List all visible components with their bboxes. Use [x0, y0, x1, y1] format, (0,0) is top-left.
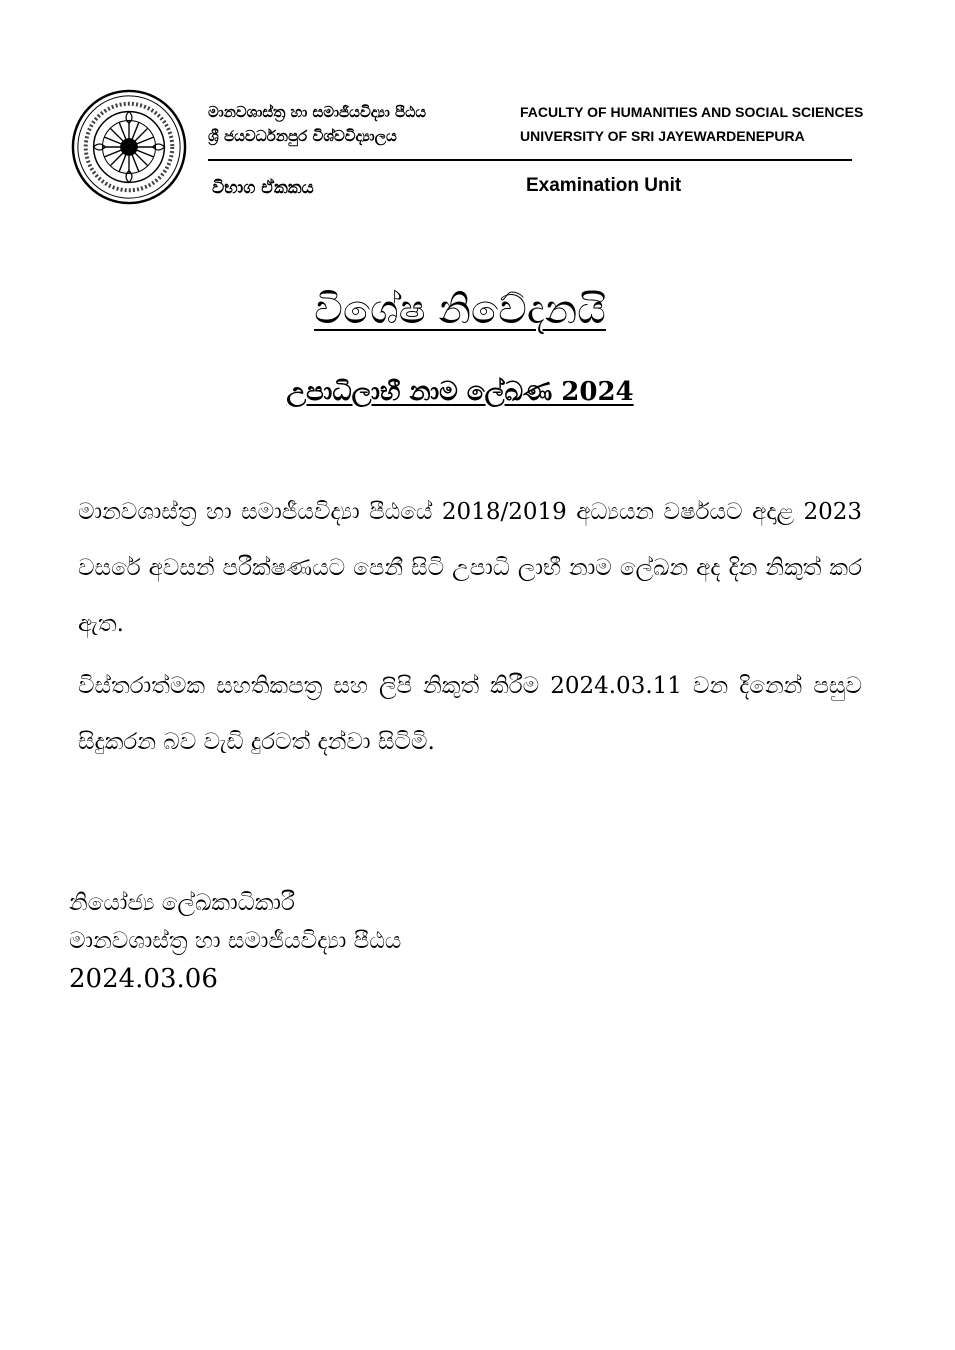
university-name-english: UNIVERSITY OF SRI JAYEWARDENEPURA [520, 128, 805, 144]
letterhead-english [520, 100, 863, 148]
unit-name-english: Examination Unit [526, 175, 682, 196]
body-paragraph-2: විස්තරාත්මක සහතිකපත්‍ර සහ ලිපි නිකුත් කිරීම 2024.03.11 වන දිනෙන් පසුව සිදුකරන බව වැඩි දුරටත් දන්වා සිටිමි. [78, 673, 862, 755]
notice-title: විශේෂ නිවේදනයි [314, 287, 606, 333]
university-name-sinhala: ශ්‍රී ජයවර්ධනපුර විශ්වවිද්‍යාලය [208, 127, 397, 145]
letterhead-sinhala [208, 100, 426, 148]
faculty-name-english: FACULTY OF HUMANITIES AND SOCIAL SCIENCES [520, 104, 864, 120]
unit-name-sinhala: විභාග ඒකකය [212, 178, 314, 198]
signature-block [69, 884, 401, 998]
faculty-name-sinhala: මානවශාස්ත්‍ර හා සමාජීයවිද්‍යා පීඨය [208, 103, 427, 121]
signature-date: 2024.03.06 [69, 964, 218, 994]
signatory-title: නියෝජ්‍ය ලේඛකාධිකාරී [69, 890, 295, 916]
university-seal-icon [70, 88, 188, 206]
letterhead-divider [208, 159, 852, 161]
notice-subtitle: උපාධිලාභී නාම ලේඛණ 2024 [286, 377, 634, 407]
body-paragraph-1: මානවශාස්ත්‍ර හා සමාජීයවිද්‍යා පීඨයේ 2018/2019 අධ්‍යයන වර්ෂයට අදාළ 2023 වසරේ අවසන් පරීක්ෂණයට පෙනී සිටි උපාධි ලාභී නාම ලේඛන අද දින නිකුත් කර ඇත. [78, 499, 862, 637]
signatory-faculty: මානවශාස්ත්‍ර හා සමාජීයවිද්‍යා පීඨය [69, 928, 402, 954]
